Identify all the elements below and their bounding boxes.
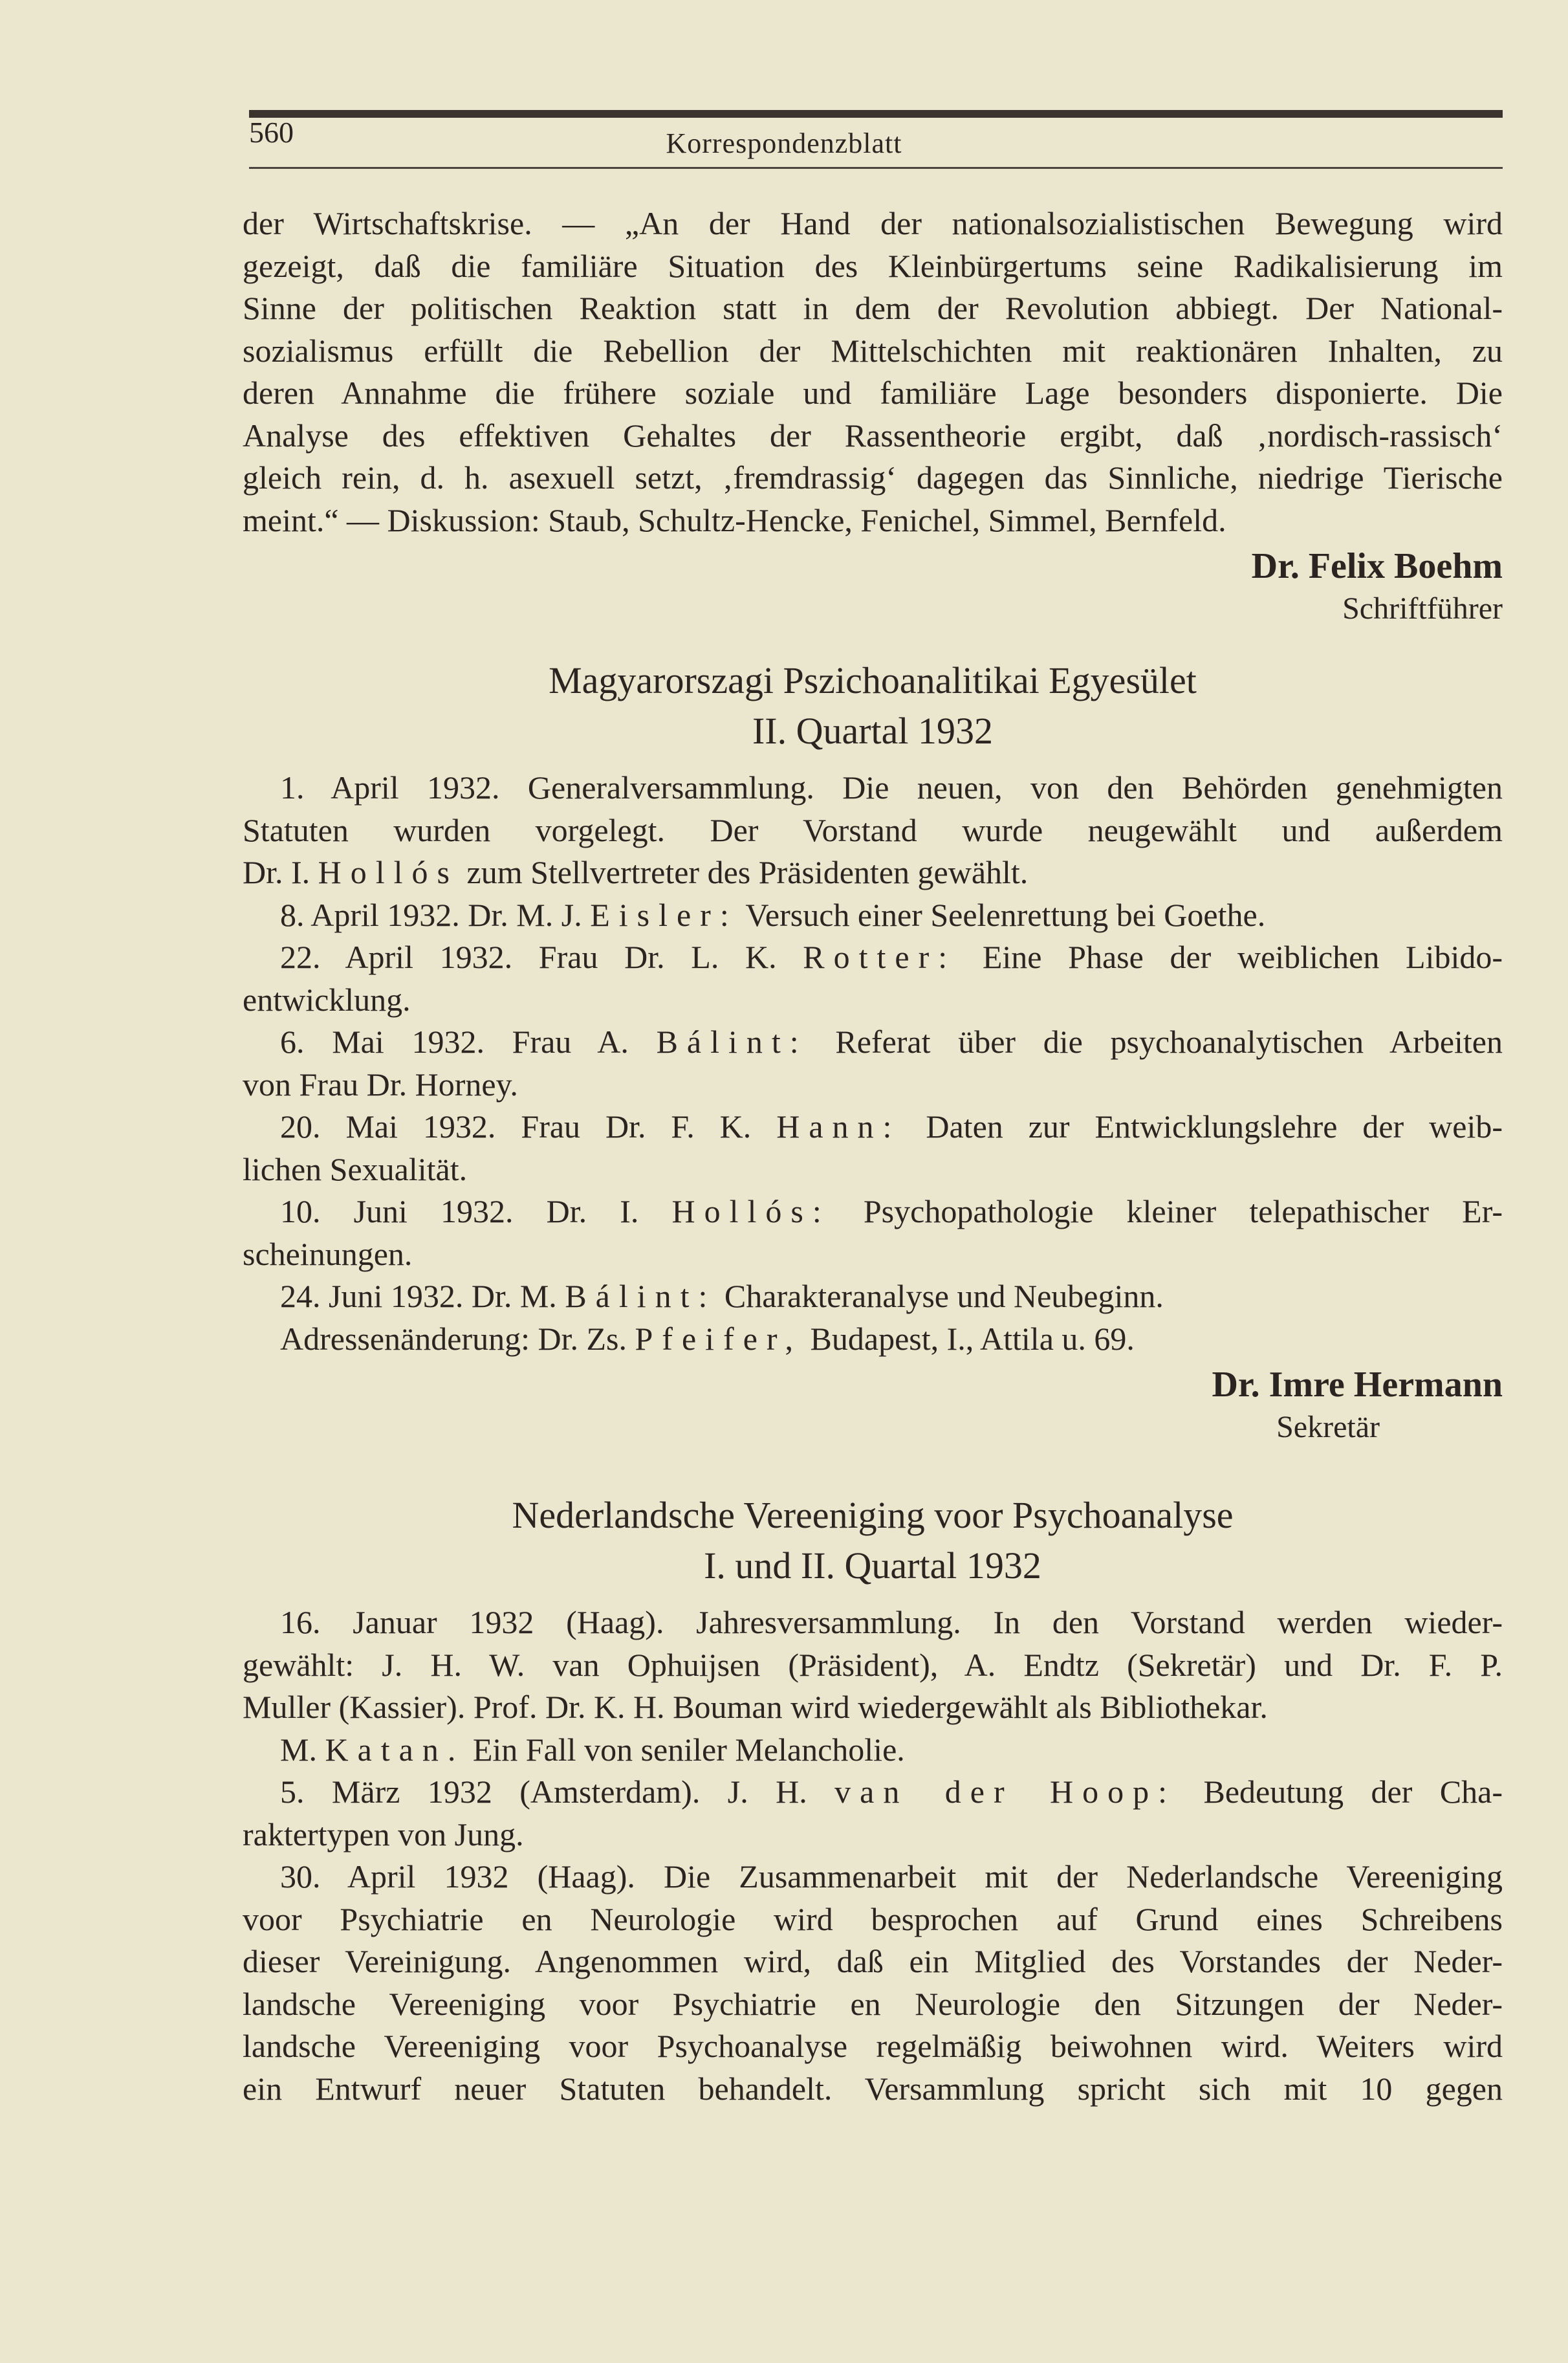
text-run: 5. März 1932 (Amsterdam). J. H. — [280, 1774, 835, 1810]
text-run: landsche Vereeniging voor Psychiatrie en Neurologie den Sitzungen der Neder- — [243, 1985, 1503, 2022]
spaced-name: Pfeifer, — [635, 1320, 803, 1357]
text-run: landsche Vereeniging voor Psychoanalyse regelmäßig beiwohnen wird. Weiters wird — [243, 2028, 1503, 2064]
text-run: von Frau Dr. Horney. — [243, 1066, 518, 1103]
text-run: Adressenänderung: Dr. Zs. — [280, 1320, 635, 1357]
text-run: der Wirtschaftskrise. — „An der Hand der nationalsozialistischen Bewegung wird — [243, 205, 1503, 241]
text-line — [243, 1318, 1503, 1361]
page-body — [243, 203, 1503, 2110]
text-run: Bedeutung der Cha- — [1176, 1774, 1503, 1810]
spaced-name: Katan. — [325, 1731, 465, 1768]
text-run: M. — [280, 1731, 325, 1768]
text-line — [243, 500, 1503, 542]
text-line — [243, 1106, 1503, 1149]
text-run: entwicklung. — [243, 981, 411, 1018]
text-run: 1. April 1932. Generalversammlung. Die neuen, von den Behörden genehmigten — [280, 769, 1503, 806]
text-line — [243, 1021, 1503, 1064]
text-line — [243, 1898, 1503, 1941]
signature-name: Dr. Imre Hermann — [1212, 1365, 1503, 1405]
text-run: 6. Mai 1932. Frau A. — [280, 1024, 657, 1060]
text-run: gewählt: J. H. W. van Ophuijsen (Präsident), A. Endtz (Sekretär) und Dr. F. P. — [243, 1646, 1503, 1683]
text-line — [243, 1191, 1503, 1233]
spaced-name: Hann: — [776, 1108, 901, 1145]
signature-name: Dr. Felix Boehm — [1251, 546, 1503, 586]
text-run: Daten zur Entwicklungslehre der weib- — [900, 1108, 1503, 1145]
text-line — [243, 852, 1503, 894]
text-run: gleich rein, d. h. asexuell setzt, ‚fremdrassig‘ dagegen das Sinnliche, niedrige Tierische — [243, 459, 1503, 496]
text-run: deren Annahme die frühere soziale und familiäre Lage besonders disponierte. Die — [243, 375, 1503, 411]
text-line — [243, 936, 1503, 979]
text-line — [243, 2025, 1503, 2068]
text-line — [243, 2068, 1503, 2111]
text-line — [243, 1686, 1503, 1729]
text-line — [243, 457, 1503, 500]
header-rule-thin — [249, 167, 1503, 169]
text-line — [243, 1064, 1503, 1106]
text-run: Budapest, I., Attila u. 69. — [802, 1320, 1135, 1357]
signature-role: Schriftführer — [1342, 591, 1503, 626]
text-line — [243, 809, 1503, 852]
text-line — [243, 1275, 1503, 1318]
text-run: 30. April 1932 (Haag). Die Zusammenarbeit mit der Nederlandsche Vereeniging — [280, 1858, 1503, 1895]
text-line — [243, 1729, 1503, 1772]
text-line — [243, 1814, 1503, 1856]
text-run: Charakteranalyse und Neubeginn. — [716, 1278, 1164, 1314]
running-title: Korrespondenzblatt — [666, 127, 902, 159]
section-heading: Nederlandsche Vereeniging voor Psychoanalyse — [512, 1494, 1234, 1536]
text-line — [243, 1856, 1503, 1898]
page-number: 560 — [249, 116, 294, 149]
text-run: scheinungen. — [243, 1235, 413, 1272]
text-run: Psychopathologie kleiner telepathischer Er- — [830, 1193, 1503, 1229]
text-line — [243, 1644, 1503, 1687]
text-run: 8. April 1932. Dr. M. J. — [280, 896, 591, 933]
text-line — [243, 1149, 1503, 1191]
text-run: Dr. I. — [243, 854, 318, 890]
text-run: Ein Fall von seniler Melancholie. — [464, 1731, 905, 1768]
text-line — [243, 979, 1503, 1022]
text-run: Statuten wurden vorgelegt. Der Vorstand wurde neugewählt und außerdem — [243, 811, 1503, 848]
text-run: Muller (Kassier). Prof. Dr. K. H. Bouman wird wiedergewählt als Bibliothekar. — [243, 1689, 1268, 1725]
text-run: Versuch einer Seelenrettung bei Goethe. — [737, 896, 1266, 933]
text-line — [243, 372, 1503, 415]
text-run: Sinne der politischen Reaktion statt in dem der Revolution abbiegt. Der National- — [243, 290, 1503, 326]
text-run: voor Psychiatrie en Neurologie wird besprochen auf Grund eines Schreibens — [243, 1900, 1503, 1937]
text-run: Analyse des effektiven Gehaltes der Rassentheorie ergibt, daß ‚nordisch-rassisch‘ — [243, 417, 1503, 454]
text-line — [243, 1771, 1503, 1814]
text-run: 20. Mai 1932. Frau Dr. F. K. — [280, 1108, 777, 1145]
spaced-name: Bálint: — [656, 1024, 808, 1060]
text-line — [243, 1601, 1503, 1644]
text-run: zum Stellvertreter des Präsidenten gewählt. — [459, 854, 1029, 890]
spaced-name: van der Hoop: — [834, 1774, 1177, 1810]
text-line — [243, 287, 1503, 330]
header-rule-thick — [249, 110, 1503, 118]
text-run: 22. April 1932. Frau Dr. L. K. — [280, 939, 803, 975]
text-run: lichen Sexualität. — [243, 1150, 468, 1187]
text-run: 10. Juni 1932. Dr. I. — [280, 1193, 672, 1229]
text-run: meint.“ — Diskussion: Staub, Schultz-Hencke, Fenichel, Simmel, Bernfeld. — [243, 501, 1226, 538]
spaced-name: Hollós — [318, 854, 459, 890]
text-run: raktertypen von Jung. — [243, 1816, 524, 1852]
text-run: 24. Juni 1932. Dr. M. — [280, 1278, 565, 1314]
text-line — [243, 1940, 1503, 1983]
section-heading: Magyarorszagi Pszichoanalitikai Egyesület — [549, 659, 1197, 701]
text-run: sozialismus erfüllt die Rebellion der Mittelschichten mit reaktionären Inhalten, zu — [243, 332, 1503, 369]
signature-role: Sekretär — [1276, 1410, 1380, 1444]
text-line — [243, 245, 1503, 288]
spaced-name: Bálint: — [565, 1278, 717, 1314]
text-line — [243, 330, 1503, 373]
text-run: gezeigt, daß die familiäre Situation des Kleinbürgertums seine Radikalisierung im — [243, 247, 1503, 284]
spaced-name: Eisler: — [590, 896, 738, 933]
text-run: Eine Phase der weiblichen Libido- — [956, 939, 1503, 975]
text-line — [243, 203, 1503, 245]
text-run: dieser Vereinigung. Angenommen wird, daß ein Mitglied des Vorstandes der Neder- — [243, 1943, 1503, 1979]
text-run: 16. Januar 1932 (Haag). Jahresversammlung. In den Vorstand werden wieder- — [280, 1604, 1503, 1640]
spaced-name: Hollós: — [671, 1193, 831, 1229]
text-run: ein Entwurf neuer Statuten behandelt. Versammlung spricht sich mit 10 gegen — [243, 2070, 1503, 2107]
text-line — [243, 1233, 1503, 1276]
text-line — [243, 767, 1503, 809]
spaced-name: Rotter: — [803, 939, 957, 975]
section-heading: I. und II. Quartal 1932 — [704, 1544, 1041, 1587]
text-line — [243, 1983, 1503, 2026]
section-heading: II. Quartal 1932 — [752, 710, 994, 752]
text-line — [243, 894, 1503, 937]
text-line — [243, 415, 1503, 457]
text-run: Referat über die psychoanalytischen Arbeiten — [807, 1024, 1503, 1060]
